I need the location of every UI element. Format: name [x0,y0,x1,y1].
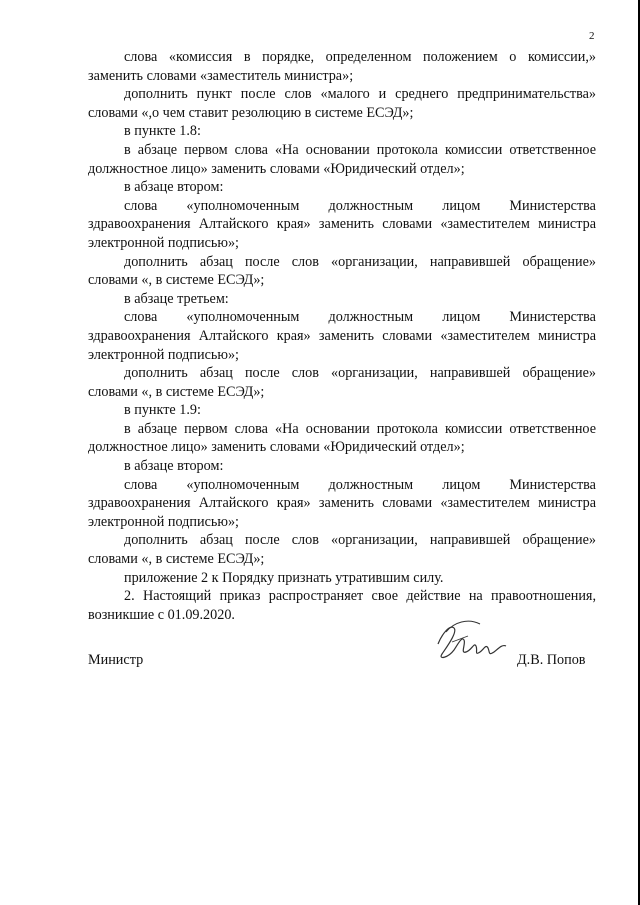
paragraph: в пункте 1.9: [124,402,201,419]
paragraph: в абзаце первом слова «На основании протокола комиссии ответственное должностное лицо» заменить словами «Юридический отдел»; [88,141,596,177]
paragraph: 2. Настоящий приказ распространяет свое действие на правоотношения, возникшие с 01.09.2020. [88,588,596,623]
page-number: 2 [589,30,595,42]
paragraph: дополнить пункт после слов «малого и среднего предпринимательства» словами «,о чем ставит резолюцию в системе ЕСЭД»; [88,86,596,121]
paragraph: дополнить абзац после слов «организации, направившей обращение» словами «, в системе ЕСЭД»; [88,365,596,400]
signatory-name: Д.В. Попов [517,652,586,668]
paragraph: слова «уполномоченным должностным лицом Министерства здравоохранения Алтайского края» заменить словами «заместителем министра электронной подписью»; [88,197,596,251]
paragraph: слова «комиссия в порядке, определенном положением о комиссии,» заменить словами «заместитель министра»; [88,49,596,84]
paragraph: дополнить абзац после слов «организации, направившей обращение» словами «, в системе ЕСЭД»; [88,532,596,568]
paragraph: в абзаце втором: [124,179,224,196]
paragraph: в абзаце первом слова «На основании протокола комиссии ответственное должностное лицо» заменить словами «Юридический отдел»; [88,420,596,456]
document-body [88,48,596,624]
paragraph: в абзаце третьем: [124,290,229,307]
paragraph: приложение 2 к Порядку признать утратившим силу. [124,569,444,586]
paragraph: слова «уполномоченным должностным лицом Министерства здравоохранения Алтайского края» заменить словами «заместителем министра электронной подписью»; [88,476,596,530]
signatory-position: Министр [88,652,144,668]
paragraph: в абзаце втором: [124,458,224,475]
paragraph: слова «уполномоченным должностным лицом Министерства здравоохранения Алтайского края» заменить словами «заместителем министра электронной подписью»; [88,309,596,363]
paragraph: дополнить абзац после слов «организации, направившей обращение» словами «, в системе ЕСЭД»; [88,253,596,289]
handwritten-signature [428,614,514,668]
paragraph: в пункте 1.8: [124,123,201,140]
